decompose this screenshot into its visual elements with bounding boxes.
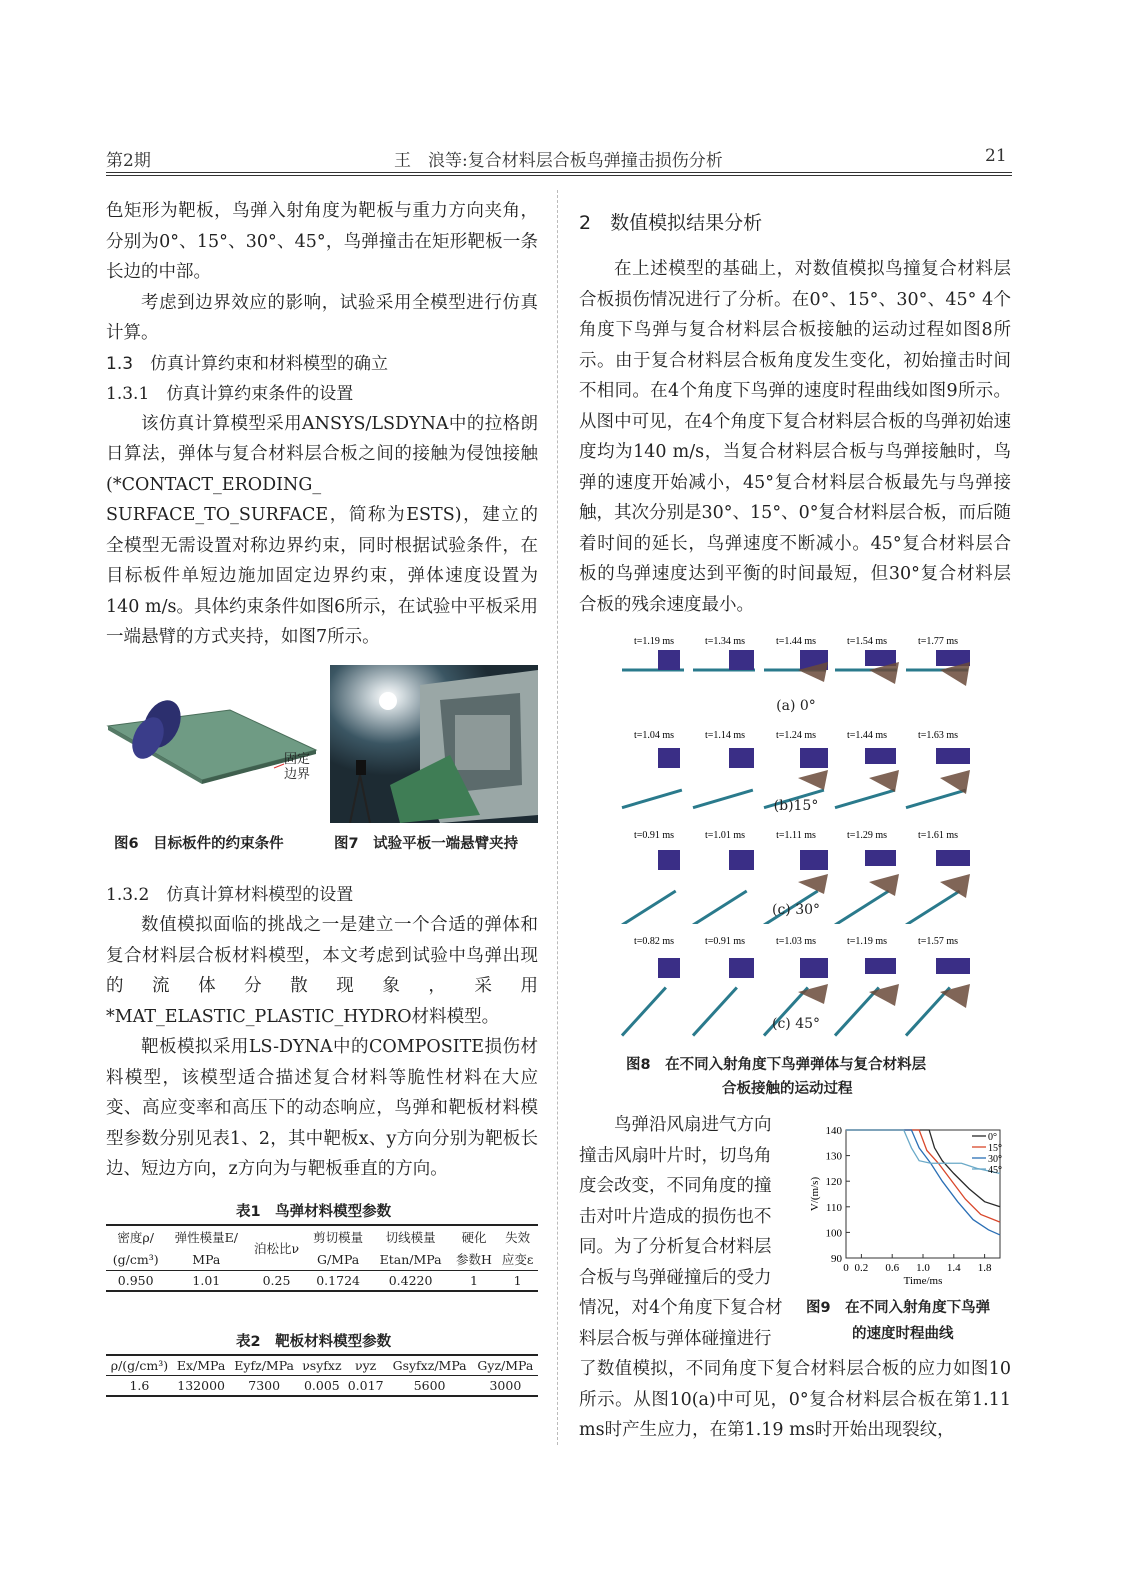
text-line: 同。为了分析复合材料层 — [579, 1237, 772, 1257]
fig8-caption-line1: 图8 在不同入射角度下鸟弹弹体与复合材料层 — [626, 1057, 927, 1073]
paragraph: 数值模拟面临的挑战之一是建立一个合适的弹体和复合材料层合板材料模型，本文考虑到试验中鸟弹出现的流体分散现象，采用*MAT_ELASTIC_PLASTIC_HYDRO材料模型。 — [106, 915, 538, 1027]
legend-label: 0° — [988, 1132, 997, 1143]
figure-6-image — [106, 690, 318, 800]
left-column-top — [106, 196, 538, 653]
fig8-time-label: t=1.44 ms — [775, 636, 817, 647]
column-divider — [557, 190, 558, 1445]
table-cell: 0.017 — [345, 1376, 387, 1397]
fig8-time-label: t=1.29 ms — [846, 830, 888, 841]
issue-label: 第2期 — [106, 151, 151, 171]
table-header-cell: Eyfz/MPa — [229, 1355, 299, 1376]
y-tick-label: 100 — [825, 1227, 842, 1240]
table-row — [106, 1376, 538, 1397]
paragraph: 色矩形为靶板，鸟弹入射角度为靶板与重力方向夹角，分别为0°、15°、30°、45°，鸟弹撞击在矩形靶板一条长边的中部。 — [106, 201, 538, 282]
table-cell: 0.005 — [299, 1376, 345, 1397]
table-header-row — [106, 1248, 538, 1271]
table-header-cell: 参数H — [455, 1252, 492, 1267]
table-1 — [106, 1224, 538, 1292]
figure-8 — [620, 630, 972, 1048]
table-header-cell: νyz — [345, 1355, 387, 1376]
table-row — [106, 1271, 538, 1292]
table-cell: 0.950 — [106, 1271, 165, 1292]
figure-7-photo — [330, 665, 538, 823]
figure-9-chart — [804, 1116, 1014, 1294]
series-line — [846, 1130, 1000, 1222]
plot-frame — [846, 1130, 1000, 1258]
fig8-time-label: t=1.19 ms — [846, 936, 888, 947]
fig8-time-label: t=1.34 ms — [704, 636, 746, 647]
table-cell: 0.25 — [247, 1271, 305, 1292]
table-header-cell: Gsyfxz/MPa — [386, 1355, 472, 1376]
fig8-time-label: t=0.82 ms — [633, 936, 675, 947]
table-header-cell: (g/cm³) — [112, 1251, 159, 1267]
fig8-time-label: t=0.91 ms — [704, 936, 746, 947]
right-column-top — [579, 254, 1011, 620]
fig8-time-label: t=1.77 ms — [917, 636, 959, 647]
fig8-time-label: t=1.03 ms — [775, 936, 817, 947]
fig8-time-label: t=1.04 ms — [633, 730, 675, 741]
text-line: 撞击风扇叶片时，切鸟角 — [579, 1145, 772, 1166]
fig8-frame — [622, 650, 684, 670]
fig8-caption-line2: 合板接触的运动过程 — [722, 1081, 853, 1097]
y-tick-label: 110 — [825, 1201, 842, 1214]
fig8-subfigure-label: (c) 30° — [771, 902, 821, 918]
fig9-caption-line1: 图9 在不同入射角度下鸟弹 — [806, 1300, 991, 1316]
text-line: 度会改变，不同角度的撞 — [579, 1176, 772, 1196]
fig8-time-label: t=0.91 ms — [633, 830, 675, 841]
subsection-heading: 1.3.2 仿真计算材料模型的设置 — [106, 885, 354, 905]
table-2 — [106, 1354, 538, 1397]
paragraph: 考虑到边界效应的影响，试验采用全模型进行仿真计算。 — [106, 292, 538, 343]
fig8-time-label: t=1.14 ms — [704, 730, 746, 741]
running-title: 王 浪等:复合材料层合板鸟弹撞击损伤分析 — [394, 151, 723, 171]
text-line: 情况，对4个角度下复合材 — [579, 1298, 783, 1318]
table-header-cell: 密度ρ/ — [106, 1225, 165, 1248]
fig8-time-label: t=1.54 ms — [846, 636, 888, 647]
text-line: 击对叶片造成的损伤也不 — [579, 1206, 772, 1227]
table-header-cell: 泊松比ν — [247, 1225, 305, 1271]
fig8-subfigure-label: (b)15° — [773, 798, 819, 814]
table-header-cell: 应变ε — [501, 1252, 534, 1267]
fig8-time-label: t=1.61 ms — [917, 830, 959, 841]
series-line — [846, 1130, 1000, 1235]
right-column-bottom — [579, 1354, 1011, 1446]
fig8-time-label: t=1.57 ms — [917, 936, 959, 947]
wrapped-paragraph — [579, 1110, 799, 1354]
text-line: 料层合板与弹体碰撞进行 — [579, 1328, 772, 1349]
paragraph: 靶板模拟采用LS-DYNA中的COMPOSITE损伤材料模型，该模型适合描述复合材料等脆性材料在大应变、高应变率和高压下的动态响应，鸟弹和靶板材料模型参数分别见表1、2，其中靶板x、y方向分别为靶板长边、短边方向，z方向为与靶板垂直的方向。 — [106, 1037, 538, 1179]
table-cell: 1 — [451, 1271, 497, 1292]
text-line: 合板与鸟弹碰撞后的受力 — [579, 1267, 772, 1288]
x-tick-label: 0 — [843, 1262, 849, 1274]
table-header-cell: Ex/MPa — [173, 1355, 230, 1376]
table-header-cell: 失效 — [497, 1225, 538, 1248]
y-tick-label: 120 — [825, 1176, 842, 1189]
fig8-frame — [906, 650, 970, 686]
paragraph: 该仿真计算模型采用ANSYS/LSDYNA中的拉格朗日算法，弹体与复合材料层合板之间的接触为侵蚀接触(*CONTACT_ERODING_ SURFACE_TO_SURFACE，简称为ESTS)，建立的全模型无需设置对称边界约束，同时根据试验条件，在目标板件单短边施加固定边界约束，弹体速度设置为140 m/s。具体约束条件如图6所示，在试验中平板采用一端悬臂的方式夹持，如图7所示。 — [106, 413, 538, 647]
left-column-bottom — [106, 880, 538, 1185]
subsection-heading: 1.3.1 仿真计算约束条件的设置 — [106, 383, 354, 404]
fig8-time-label: t=1.44 ms — [846, 730, 888, 741]
fig8-time-label: t=1.19 ms — [633, 636, 675, 647]
table-cell: 0.4220 — [370, 1271, 450, 1292]
fig6-label: 固定 边界 — [284, 752, 311, 782]
table-header-cell: 弹性模量E/ — [165, 1225, 247, 1248]
table-header-cell: MPa — [192, 1251, 221, 1267]
fig8-time-label: t=1.24 ms — [775, 730, 817, 741]
table-header-cell: νsyfxz — [299, 1355, 345, 1376]
fig8-frame — [835, 650, 899, 684]
table-header-cell: G/MPa — [316, 1251, 360, 1267]
table-cell: 5600 — [386, 1376, 472, 1397]
header-rule-2 — [106, 175, 1012, 176]
x-tick-label: 0.2 — [854, 1262, 869, 1274]
table-header-cell: 切线模量 — [370, 1225, 450, 1248]
table2-caption: 表2 靶板材料模型参数 — [236, 1334, 392, 1350]
table-header-row — [106, 1225, 538, 1248]
table-header-cell: 剪切模量 — [306, 1225, 371, 1248]
header-rule — [106, 172, 1012, 173]
table-cell: 3000 — [473, 1376, 538, 1397]
legend-label: 30° — [988, 1154, 1002, 1165]
table-header-row — [106, 1355, 538, 1376]
table-header-cell: ρ/(g/cm³) — [106, 1355, 173, 1376]
x-tick-label: 0.6 — [885, 1262, 900, 1274]
y-tick-label: 90 — [831, 1253, 842, 1265]
section-heading: 1.3 仿真计算约束和材料模型的确立 — [106, 353, 389, 374]
y-tick-label: 130 — [825, 1150, 842, 1163]
fig8-time-label: t=1.11 ms — [776, 830, 816, 841]
table-header-cell: 硬化 — [451, 1225, 497, 1248]
section-2-heading: 2 数值模拟结果分析 — [579, 212, 763, 234]
x-tick-label: 1.4 — [946, 1262, 961, 1274]
fig8-frame — [693, 650, 755, 670]
table-header-cell: Etan/MPa — [379, 1251, 442, 1267]
fig8-subfigure-label: (a) 0° — [776, 698, 816, 714]
fig8-frame — [764, 650, 828, 682]
table-cell: 0.1724 — [306, 1271, 371, 1292]
paragraph: 了数值模拟，不同角度下复合材料层合板的应力如图10所示。从图10(a)中可见，0°复合材料层合板在第1.11 ms时产生应力，在第1.19 ms时开始出现裂纹， — [579, 1359, 1011, 1440]
paragraph: 在上述模型的基础上，对数值模拟鸟撞复合材料层合板损伤情况进行了分析。在0°、15°、30°、45° 4个角度下鸟弹与复合材料层合板接触的运动过程如图8所示。由于复合材料层合板角度发生变化，初始撞击时间不相同。在4个角度下鸟弹的速度时程曲线如图9所示。从图中可见，在4个角度下复合材料层合板的鸟弹初始速度均为140 m/s，当复合材料层合板与鸟弹接触时，鸟弹的速度开始减小，45°复合材料层合板最先与鸟弹接触，其次分别是30°、15°、0°复合材料层合板，而后随着时间的延长，鸟弹速度不断减小。45°复合材料层合板的鸟弹速度达到平衡的时间最短，但30°复合材料层合板的残余速度最小。 — [579, 259, 1011, 615]
y-tick-label: 140 — [825, 1125, 842, 1137]
fig7-caption: 图7 试验平板一端悬臂夹持 — [334, 836, 519, 852]
page-number: 21 — [985, 146, 1007, 166]
x-axis-label: Time/ms — [903, 1275, 943, 1287]
x-tick-label: 1.0 — [916, 1262, 930, 1274]
table-cell: 132000 — [173, 1376, 230, 1397]
table-cell: 7300 — [229, 1376, 299, 1397]
x-tick-label: 1.8 — [977, 1262, 992, 1274]
table1-caption: 表1 鸟弹材料模型参数 — [236, 1204, 392, 1220]
y-axis-label: V/(m/s) — [809, 1176, 821, 1212]
text-line: 鸟弹沿风扇进气方向 — [614, 1115, 772, 1135]
legend-label: 15° — [988, 1143, 1002, 1154]
fig9-caption-line2: 的速度时程曲线 — [852, 1326, 954, 1342]
fig8-time-label: t=1.63 ms — [917, 730, 959, 741]
table-cell: 1 — [497, 1271, 538, 1292]
table-cell: 1.01 — [165, 1271, 247, 1292]
fig8-subfigure-label: (c) 45° — [771, 1016, 821, 1032]
table-cell: 1.6 — [106, 1376, 173, 1397]
table-header-cell: Gyz/MPa — [473, 1355, 538, 1376]
legend-label: 45° — [988, 1165, 1002, 1176]
fig8-time-label: t=1.01 ms — [704, 830, 746, 841]
fig6-caption: 图6 目标板件的约束条件 — [114, 836, 284, 852]
